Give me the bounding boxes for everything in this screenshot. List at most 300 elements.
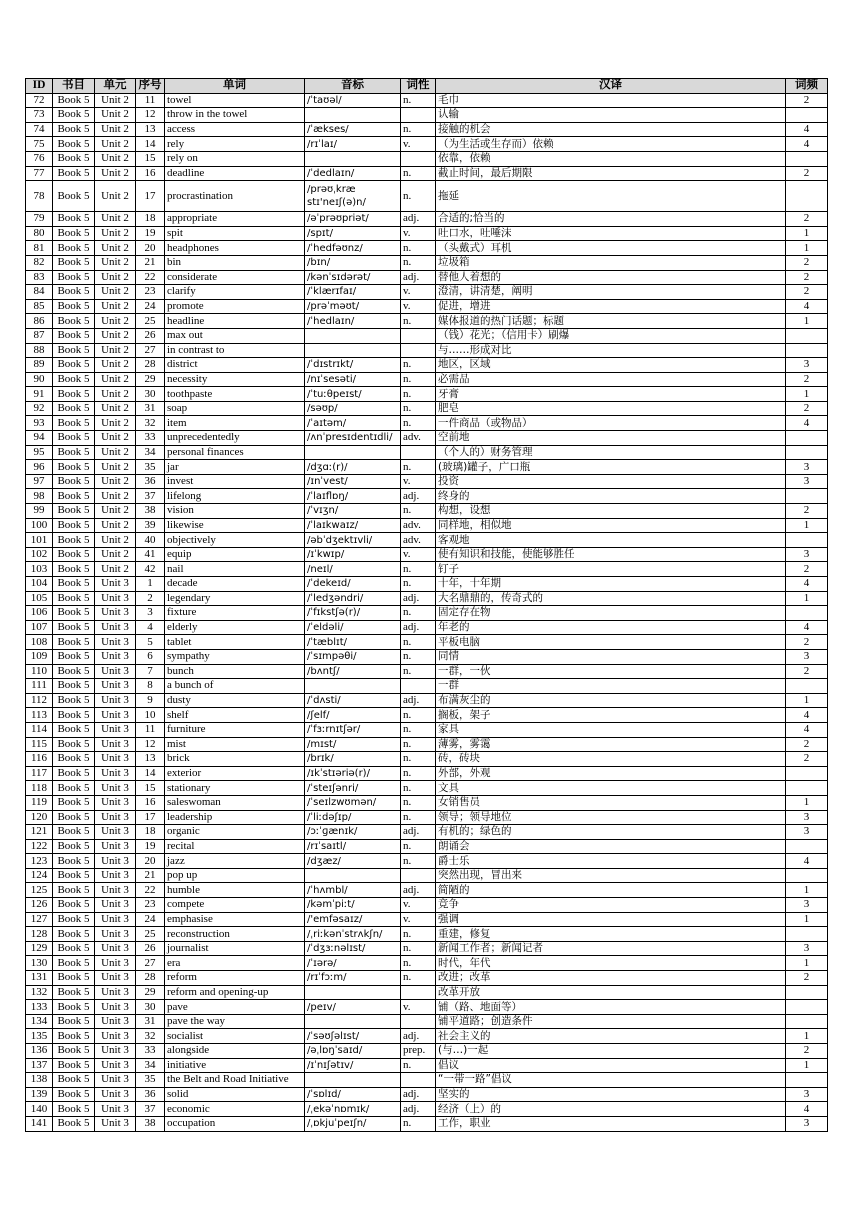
cell-id: 111 bbox=[26, 679, 53, 694]
cell-id: 139 bbox=[26, 1087, 53, 1102]
cell-word: district bbox=[165, 358, 305, 373]
cell-seq: 16 bbox=[136, 795, 165, 810]
cell-chinese-translation: 同样地，相似地 bbox=[436, 518, 786, 533]
cell-seq: 38 bbox=[136, 504, 165, 519]
cell-seq: 28 bbox=[136, 971, 165, 986]
cell-book: Book 5 bbox=[53, 679, 95, 694]
cell-seq: 19 bbox=[136, 839, 165, 854]
cell-chinese-translation: 强调 bbox=[436, 912, 786, 927]
cell-unit: Unit 2 bbox=[95, 431, 136, 446]
cell-seq: 35 bbox=[136, 460, 165, 475]
cell-book: Book 5 bbox=[53, 1058, 95, 1073]
cell-unit: Unit 2 bbox=[95, 460, 136, 475]
cell-book: Book 5 bbox=[53, 241, 95, 256]
cell-chinese-translation: 女销售员 bbox=[436, 795, 786, 810]
cell-id: 74 bbox=[26, 122, 53, 137]
table-row bbox=[26, 810, 828, 825]
cell-unit: Unit 2 bbox=[95, 489, 136, 504]
cell-unit: Unit 2 bbox=[95, 226, 136, 241]
cell-book: Book 5 bbox=[53, 854, 95, 869]
cell-frequency: 4 bbox=[786, 577, 828, 592]
cell-chinese-translation: 截止时间，最后期限 bbox=[436, 166, 786, 181]
cell-unit: Unit 3 bbox=[95, 752, 136, 767]
cell-part-of-speech: n. bbox=[401, 927, 436, 942]
cell-phonetic: /ˈseɪlzwʊmən/ bbox=[305, 795, 401, 810]
cell-id: 103 bbox=[26, 562, 53, 577]
cell-part-of-speech: n. bbox=[401, 387, 436, 402]
cell-chinese-translation: 坚实的 bbox=[436, 1087, 786, 1102]
cell-chinese-translation: 大名鼎鼎的，传奇式的 bbox=[436, 591, 786, 606]
table-row bbox=[26, 649, 828, 664]
cell-chinese-translation: （个人的）财务管理 bbox=[436, 445, 786, 460]
cell-unit: Unit 3 bbox=[95, 912, 136, 927]
table-row bbox=[26, 270, 828, 285]
cell-id: 120 bbox=[26, 810, 53, 825]
cell-unit: Unit 3 bbox=[95, 883, 136, 898]
cell-word: vision bbox=[165, 504, 305, 519]
cell-chinese-translation: 十年，十年期 bbox=[436, 577, 786, 592]
cell-part-of-speech: n. bbox=[401, 737, 436, 752]
cell-unit: Unit 3 bbox=[95, 898, 136, 913]
cell-chinese-translation: 薄雾，雾霭 bbox=[436, 737, 786, 752]
cell-part-of-speech: v. bbox=[401, 474, 436, 489]
cell-id: 138 bbox=[26, 1073, 53, 1088]
cell-id: 135 bbox=[26, 1029, 53, 1044]
cell-chinese-translation: 经济（上）的 bbox=[436, 1102, 786, 1117]
table-row bbox=[26, 606, 828, 621]
cell-seq: 13 bbox=[136, 122, 165, 137]
cell-part-of-speech: adj. bbox=[401, 1029, 436, 1044]
cell-word: procrastination bbox=[165, 181, 305, 212]
cell-book: Book 5 bbox=[53, 839, 95, 854]
cell-unit: Unit 2 bbox=[95, 328, 136, 343]
table-row bbox=[26, 1044, 828, 1059]
cell-part-of-speech: prep. bbox=[401, 1044, 436, 1059]
cell-book: Book 5 bbox=[53, 737, 95, 752]
cell-part-of-speech: adv. bbox=[401, 533, 436, 548]
cell-part-of-speech: n. bbox=[401, 577, 436, 592]
cell-frequency: 4 bbox=[786, 854, 828, 869]
cell-chinese-translation: 固定存在物 bbox=[436, 606, 786, 621]
cell-seq: 32 bbox=[136, 1029, 165, 1044]
cell-word: elderly bbox=[165, 620, 305, 635]
cell-unit: Unit 3 bbox=[95, 1116, 136, 1131]
table-row bbox=[26, 737, 828, 752]
cell-chinese-translation: 投资 bbox=[436, 474, 786, 489]
cell-part-of-speech: adj. bbox=[401, 212, 436, 227]
cell-unit: Unit 3 bbox=[95, 810, 136, 825]
cell-phonetic: /ˈsɪmpəθi/ bbox=[305, 649, 401, 664]
table-row bbox=[26, 1000, 828, 1015]
cell-seq: 25 bbox=[136, 927, 165, 942]
cell-part-of-speech: n. bbox=[401, 766, 436, 781]
cell-unit: Unit 3 bbox=[95, 693, 136, 708]
cell-id: 134 bbox=[26, 1014, 53, 1029]
cell-book: Book 5 bbox=[53, 358, 95, 373]
cell-unit: Unit 3 bbox=[95, 708, 136, 723]
cell-seq: 42 bbox=[136, 562, 165, 577]
cell-book: Book 5 bbox=[53, 533, 95, 548]
cell-seq: 26 bbox=[136, 328, 165, 343]
cell-part-of-speech: n. bbox=[401, 504, 436, 519]
cell-frequency: 2 bbox=[786, 562, 828, 577]
cell-id: 81 bbox=[26, 241, 53, 256]
cell-id: 106 bbox=[26, 606, 53, 621]
cell-seq: 16 bbox=[136, 166, 165, 181]
cell-word: economic bbox=[165, 1102, 305, 1117]
cell-id: 95 bbox=[26, 445, 53, 460]
cell-chinese-translation: 平板电脑 bbox=[436, 635, 786, 650]
cell-chinese-translation: 朗诵会 bbox=[436, 839, 786, 854]
table-row bbox=[26, 533, 828, 548]
cell-chinese-translation: 地区，区域 bbox=[436, 358, 786, 373]
cell-phonetic: /ˈdekeɪd/ bbox=[305, 577, 401, 592]
cell-frequency: 2 bbox=[786, 752, 828, 767]
cell-unit: Unit 2 bbox=[95, 445, 136, 460]
cell-seq: 6 bbox=[136, 649, 165, 664]
cell-chinese-translation: 新闻工作者；新闻记者 bbox=[436, 941, 786, 956]
cell-word: legendary bbox=[165, 591, 305, 606]
cell-phonetic: /ˌekəˈnɒmɪk/ bbox=[305, 1102, 401, 1117]
table-row bbox=[26, 722, 828, 737]
table-row bbox=[26, 387, 828, 402]
cell-id: 117 bbox=[26, 766, 53, 781]
cell-id: 115 bbox=[26, 737, 53, 752]
cell-phonetic bbox=[305, 151, 401, 166]
cell-word: pave bbox=[165, 1000, 305, 1015]
cell-seq: 23 bbox=[136, 285, 165, 300]
cell-part-of-speech: n. bbox=[401, 93, 436, 108]
cell-phonetic: /ɔːˈɡænɪk/ bbox=[305, 825, 401, 840]
cell-word: initiative bbox=[165, 1058, 305, 1073]
cell-word: sympathy bbox=[165, 649, 305, 664]
cell-frequency bbox=[786, 679, 828, 694]
cell-word: mist bbox=[165, 737, 305, 752]
table-row bbox=[26, 489, 828, 504]
table-row bbox=[26, 664, 828, 679]
cell-unit: Unit 3 bbox=[95, 927, 136, 942]
cell-phonetic: /kəmˈpiːt/ bbox=[305, 898, 401, 913]
cell-part-of-speech bbox=[401, 679, 436, 694]
table-row bbox=[26, 1073, 828, 1088]
cell-book: Book 5 bbox=[53, 314, 95, 329]
cell-phonetic bbox=[305, 868, 401, 883]
cell-frequency: 3 bbox=[786, 460, 828, 475]
cell-chinese-translation: 媒体报道的热门话题；标题 bbox=[436, 314, 786, 329]
cell-part-of-speech: n. bbox=[401, 122, 436, 137]
cell-phonetic: /kənˈsɪdərət/ bbox=[305, 270, 401, 285]
cell-id: 123 bbox=[26, 854, 53, 869]
cell-chinese-translation: 认输 bbox=[436, 108, 786, 123]
cell-seq: 8 bbox=[136, 679, 165, 694]
cell-frequency bbox=[786, 1014, 828, 1029]
header-ipa: 音标 bbox=[305, 79, 401, 94]
cell-unit: Unit 3 bbox=[95, 1014, 136, 1029]
cell-seq: 20 bbox=[136, 241, 165, 256]
cell-part-of-speech bbox=[401, 1073, 436, 1088]
cell-frequency: 1 bbox=[786, 693, 828, 708]
cell-chinese-translation: 突然出现，冒出来 bbox=[436, 868, 786, 883]
cell-word: socialist bbox=[165, 1029, 305, 1044]
cell-part-of-speech: adj. bbox=[401, 591, 436, 606]
cell-word: towel bbox=[165, 93, 305, 108]
cell-frequency: 4 bbox=[786, 620, 828, 635]
cell-id: 101 bbox=[26, 533, 53, 548]
table-row bbox=[26, 912, 828, 927]
cell-book: Book 5 bbox=[53, 122, 95, 137]
table-row bbox=[26, 285, 828, 300]
cell-book: Book 5 bbox=[53, 912, 95, 927]
cell-unit: Unit 3 bbox=[95, 591, 136, 606]
cell-phonetic: /mɪst/ bbox=[305, 737, 401, 752]
cell-id: 96 bbox=[26, 460, 53, 475]
table-row bbox=[26, 343, 828, 358]
cell-part-of-speech: n. bbox=[401, 956, 436, 971]
cell-frequency bbox=[786, 1000, 828, 1015]
cell-frequency: 2 bbox=[786, 737, 828, 752]
cell-phonetic: /brɪk/ bbox=[305, 752, 401, 767]
cell-word: reform bbox=[165, 971, 305, 986]
cell-id: 100 bbox=[26, 518, 53, 533]
cell-seq: 1 bbox=[136, 577, 165, 592]
cell-frequency bbox=[786, 181, 828, 212]
cell-chinese-translation: 改革开放 bbox=[436, 985, 786, 1000]
cell-word: spit bbox=[165, 226, 305, 241]
cell-book: Book 5 bbox=[53, 620, 95, 635]
cell-phonetic: /ˈækses/ bbox=[305, 122, 401, 137]
cell-id: 83 bbox=[26, 270, 53, 285]
cell-frequency: 1 bbox=[786, 912, 828, 927]
cell-book: Book 5 bbox=[53, 255, 95, 270]
cell-frequency: 1 bbox=[786, 226, 828, 241]
cell-part-of-speech: adj. bbox=[401, 825, 436, 840]
cell-seq: 26 bbox=[136, 941, 165, 956]
vocabulary-table bbox=[25, 78, 828, 1132]
cell-phonetic: /səʊp/ bbox=[305, 401, 401, 416]
cell-part-of-speech: v. bbox=[401, 898, 436, 913]
cell-frequency bbox=[786, 1073, 828, 1088]
cell-unit: Unit 3 bbox=[95, 839, 136, 854]
cell-seq: 30 bbox=[136, 1000, 165, 1015]
cell-phonetic: /ˈtæblɪt/ bbox=[305, 635, 401, 650]
cell-part-of-speech bbox=[401, 151, 436, 166]
cell-word: jar bbox=[165, 460, 305, 475]
cell-phonetic: /ˈliːdəʃɪp/ bbox=[305, 810, 401, 825]
cell-id: 137 bbox=[26, 1058, 53, 1073]
cell-phonetic: /ˈsɒlɪd/ bbox=[305, 1087, 401, 1102]
cell-word: compete bbox=[165, 898, 305, 913]
cell-frequency bbox=[786, 927, 828, 942]
cell-word: max out bbox=[165, 328, 305, 343]
cell-frequency bbox=[786, 343, 828, 358]
table-row bbox=[26, 1087, 828, 1102]
cell-word: fixture bbox=[165, 606, 305, 621]
cell-word: considerate bbox=[165, 270, 305, 285]
cell-part-of-speech: n. bbox=[401, 752, 436, 767]
cell-id: 118 bbox=[26, 781, 53, 796]
cell-word: furniture bbox=[165, 722, 305, 737]
cell-chinese-translation: 澄清，讲清楚，阐明 bbox=[436, 285, 786, 300]
cell-frequency: 2 bbox=[786, 212, 828, 227]
cell-chinese-translation: 钉子 bbox=[436, 562, 786, 577]
cell-unit: Unit 2 bbox=[95, 166, 136, 181]
table-row bbox=[26, 518, 828, 533]
cell-phonetic: /ˈdʌsti/ bbox=[305, 693, 401, 708]
cell-book: Book 5 bbox=[53, 137, 95, 152]
cell-chinese-translation: 文具 bbox=[436, 781, 786, 796]
cell-chinese-translation: 接触的机会 bbox=[436, 122, 786, 137]
cell-frequency: 1 bbox=[786, 387, 828, 402]
cell-frequency bbox=[786, 839, 828, 854]
table-row bbox=[26, 108, 828, 123]
cell-book: Book 5 bbox=[53, 941, 95, 956]
cell-word: jazz bbox=[165, 854, 305, 869]
cell-word: shelf bbox=[165, 708, 305, 723]
cell-phonetic: /ˈaɪtəm/ bbox=[305, 416, 401, 431]
cell-chinese-translation: 搁板，架子 bbox=[436, 708, 786, 723]
cell-word: throw in the towel bbox=[165, 108, 305, 123]
table-row bbox=[26, 1116, 828, 1131]
cell-part-of-speech: v. bbox=[401, 299, 436, 314]
cell-phonetic: /ˌɒkjuˈpeɪʃn/ bbox=[305, 1116, 401, 1131]
table-row bbox=[26, 635, 828, 650]
cell-frequency: 3 bbox=[786, 1116, 828, 1131]
table-row bbox=[26, 460, 828, 475]
cell-seq: 15 bbox=[136, 151, 165, 166]
cell-unit: Unit 3 bbox=[95, 1087, 136, 1102]
cell-word: headline bbox=[165, 314, 305, 329]
cell-seq: 31 bbox=[136, 1014, 165, 1029]
cell-seq: 11 bbox=[136, 93, 165, 108]
cell-word: toothpaste bbox=[165, 387, 305, 402]
cell-frequency: 2 bbox=[786, 401, 828, 416]
cell-unit: Unit 3 bbox=[95, 664, 136, 679]
cell-book: Book 5 bbox=[53, 708, 95, 723]
cell-frequency: 4 bbox=[786, 1102, 828, 1117]
cell-book: Book 5 bbox=[53, 151, 95, 166]
cell-word: headphones bbox=[165, 241, 305, 256]
cell-part-of-speech: n. bbox=[401, 781, 436, 796]
cell-word: a bunch of bbox=[165, 679, 305, 694]
cell-chinese-translation: (玻璃)罐子，广口瓶 bbox=[436, 460, 786, 475]
cell-chinese-translation: 砖，砖块 bbox=[436, 752, 786, 767]
cell-frequency: 1 bbox=[786, 241, 828, 256]
cell-id: 75 bbox=[26, 137, 53, 152]
cell-phonetic: /ˈledʒəndri/ bbox=[305, 591, 401, 606]
cell-chinese-translation: 铺平道路；创造条件 bbox=[436, 1014, 786, 1029]
cell-id: 128 bbox=[26, 927, 53, 942]
table-row bbox=[26, 314, 828, 329]
cell-chinese-translation: 吐口水，吐唾沫 bbox=[436, 226, 786, 241]
cell-unit: Unit 2 bbox=[95, 108, 136, 123]
cell-book: Book 5 bbox=[53, 431, 95, 446]
cell-book: Book 5 bbox=[53, 1000, 95, 1015]
header-seq: 序号 bbox=[136, 79, 165, 94]
table-row bbox=[26, 854, 828, 869]
cell-part-of-speech: n. bbox=[401, 358, 436, 373]
cell-id: 119 bbox=[26, 795, 53, 810]
cell-phonetic: /ˈvɪʒn/ bbox=[305, 504, 401, 519]
cell-frequency: 2 bbox=[786, 285, 828, 300]
cell-id: 79 bbox=[26, 212, 53, 227]
cell-word: deadline bbox=[165, 166, 305, 181]
cell-id: 108 bbox=[26, 635, 53, 650]
cell-unit: Unit 3 bbox=[95, 722, 136, 737]
cell-seq: 32 bbox=[136, 416, 165, 431]
cell-book: Book 5 bbox=[53, 343, 95, 358]
cell-id: 130 bbox=[26, 956, 53, 971]
cell-frequency bbox=[786, 328, 828, 343]
cell-id: 114 bbox=[26, 722, 53, 737]
cell-id: 80 bbox=[26, 226, 53, 241]
table-row bbox=[26, 927, 828, 942]
header-cn: 汉译 bbox=[436, 79, 786, 94]
cell-word: leadership bbox=[165, 810, 305, 825]
cell-word: equip bbox=[165, 547, 305, 562]
cell-part-of-speech: adj. bbox=[401, 270, 436, 285]
cell-phonetic: /ˈtuːθpeɪst/ bbox=[305, 387, 401, 402]
cell-phonetic: /bʌntʃ/ bbox=[305, 664, 401, 679]
cell-id: 136 bbox=[26, 1044, 53, 1059]
table-row bbox=[26, 137, 828, 152]
header-id: ID bbox=[26, 79, 53, 94]
cell-unit: Unit 3 bbox=[95, 1000, 136, 1015]
cell-phonetic bbox=[305, 985, 401, 1000]
cell-seq: 27 bbox=[136, 343, 165, 358]
cell-part-of-speech bbox=[401, 868, 436, 883]
cell-part-of-speech: adj. bbox=[401, 1102, 436, 1117]
cell-frequency: 3 bbox=[786, 474, 828, 489]
cell-part-of-speech bbox=[401, 343, 436, 358]
cell-seq: 41 bbox=[136, 547, 165, 562]
cell-phonetic: /'emfəsaɪz/ bbox=[305, 912, 401, 927]
cell-id: 113 bbox=[26, 708, 53, 723]
cell-chinese-translation: 社会主义的 bbox=[436, 1029, 786, 1044]
cell-part-of-speech: n. bbox=[401, 971, 436, 986]
cell-id: 86 bbox=[26, 314, 53, 329]
cell-unit: Unit 2 bbox=[95, 343, 136, 358]
cell-id: 98 bbox=[26, 489, 53, 504]
cell-seq: 36 bbox=[136, 1087, 165, 1102]
cell-word: nail bbox=[165, 562, 305, 577]
cell-part-of-speech: v. bbox=[401, 547, 436, 562]
cell-word: pave the way bbox=[165, 1014, 305, 1029]
table-row bbox=[26, 504, 828, 519]
cell-book: Book 5 bbox=[53, 722, 95, 737]
cell-chinese-translation: 年老的 bbox=[436, 620, 786, 635]
cell-book: Book 5 bbox=[53, 1073, 95, 1088]
cell-seq: 18 bbox=[136, 825, 165, 840]
cell-chinese-translation: 垃圾箱 bbox=[436, 255, 786, 270]
table-row bbox=[26, 679, 828, 694]
cell-seq: 7 bbox=[136, 664, 165, 679]
cell-seq: 17 bbox=[136, 181, 165, 212]
cell-frequency: 4 bbox=[786, 708, 828, 723]
cell-part-of-speech: n. bbox=[401, 1116, 436, 1131]
cell-unit: Unit 2 bbox=[95, 533, 136, 548]
cell-seq: 3 bbox=[136, 606, 165, 621]
cell-word: appropriate bbox=[165, 212, 305, 227]
cell-phonetic: /rɪˈfɔːm/ bbox=[305, 971, 401, 986]
cell-word: journalist bbox=[165, 941, 305, 956]
cell-unit: Unit 2 bbox=[95, 181, 136, 212]
cell-part-of-speech: n. bbox=[401, 314, 436, 329]
cell-word: emphasise bbox=[165, 912, 305, 927]
cell-chinese-translation: 竞争 bbox=[436, 898, 786, 913]
cell-unit: Unit 2 bbox=[95, 122, 136, 137]
cell-part-of-speech: n. bbox=[401, 664, 436, 679]
cell-phonetic: /ʃelf/ bbox=[305, 708, 401, 723]
